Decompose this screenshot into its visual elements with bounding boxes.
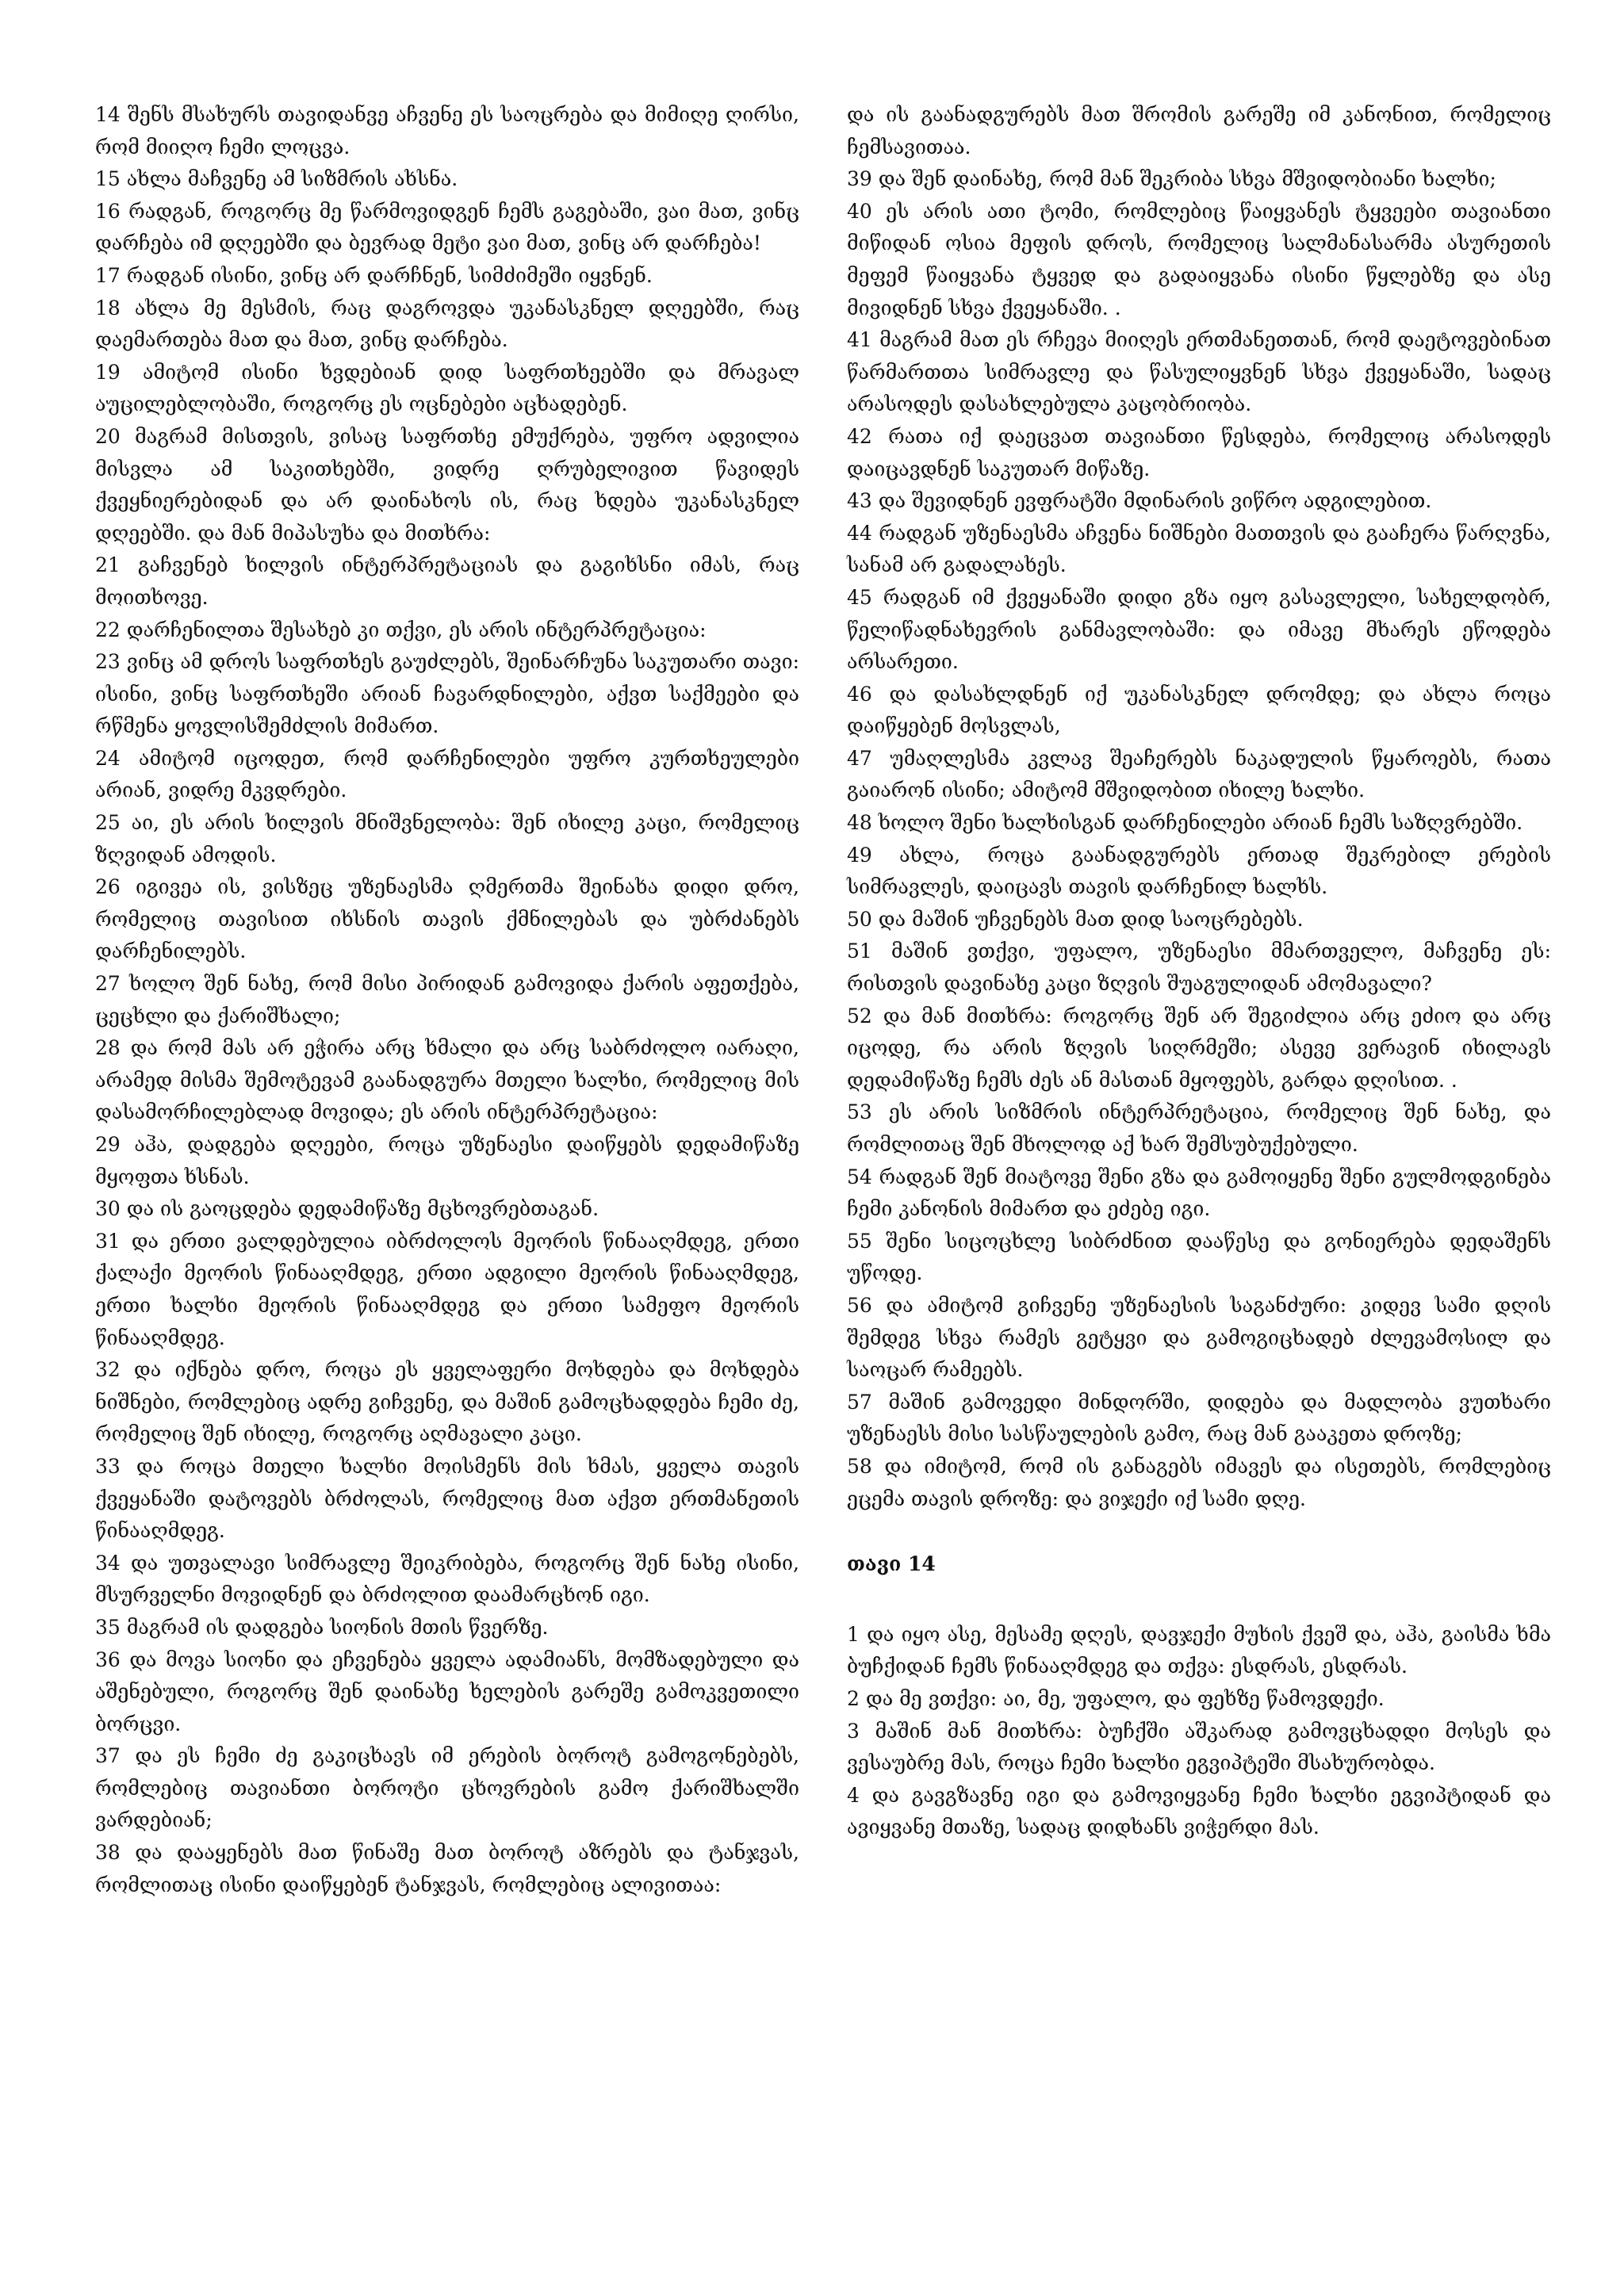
verse: 25 აი, ეს არის ხილვის მნიშვნელობა: შენ იხილე კაცი, რომელიც ზღვიდან ამოდის. (95, 811, 799, 867)
verse: 46 და დასახლდნენ იქ უკანასკნელ დრომდე; და ახლა როცა დაიწყებენ მოსვლას, (847, 682, 1551, 738)
verse: 31 და ერთი ვალდებულია იბრძოლოს მეორის წინააღმდეგ, ერთი ქალაქი მეორის წინააღმდეგ, ერთი ადგილი მეორის წინააღმდეგ, ერთი ხალხი მეორის წინააღმდეგ და ერთი სამეფო მეორის წინააღმდეგ. (95, 1229, 799, 1349)
verse: 16 რადგან, როგორც მე წარმოვიდგენ ჩემს გაგებაში, ვაი მათ, ვინც დარჩება იმ დღეებში და ბევრად მეტი ვაი მათ, ვინც არ დარჩება! (95, 199, 799, 255)
verse: 23 ვინც ამ დროს საფრთხეს გაუძლებს, შეინარჩუნა საკუთარი თავი: ისინი, ვინც საფრთხეში არიან ჩავარდნილები, აქვთ საქმეები და რწმენა ყოვლისშემძლის მიმართ. (95, 650, 799, 738)
verse: 58 და იმიტომ, რომ ის განაგებს იმავეს და ისეთებს, რომლებიც ეცემა თავის დროზე: და ვიჯექი იქ სამი დღე. (847, 1454, 1551, 1510)
verse: 33 და როცა მთელი ხალხი მოისმენს მის ხმას, ყველა თავის ქვეყანაში დატოვებს ბრძოლას, რომელიც მათ აქვთ ერთმანეთის წინააღმდეგ. (95, 1454, 799, 1543)
verse: 29 აჰა, დადგება დღეები, როცა უზენაესი დაიწყებს დედამიწაზე მყოფთა ხსნას. (95, 1133, 799, 1188)
verse: 49 ახლა, როცა გაანადგურებს ერთად შეკრებილ ერების სიმრავლეს, დაიცავს თავის დარჩენილ ხალხს. (847, 843, 1551, 899)
verse: 1 და იყო ასე, მესამე დღეს, დავჯექი მუხის ქვეშ და, აჰა, გაისმა ხმა ბუჩქიდან ჩემს წინააღმდეგ და თქვა: ესდრას, ესდრას. (847, 1622, 1551, 1678)
verse: და ის გაანადგურებს მათ შრომის გარეშე იმ კანონით, რომელიც ჩემსავითაა. (847, 103, 1551, 159)
verse: 20 მაგრამ მისთვის, ვისაც საფრთხე ემუქრება, უფრო ადვილია მისვლა ამ საკითხებში, ვიდრე ღრუბელივით წავიდეს ქვეყნიერებიდან და არ დაინახოს ის, რაც ხდება უკანასკნელ დღეებში. და მან მიპასუხა და მითხრა: (95, 424, 799, 545)
verse: 21 გაჩვენებ ხილვის ინტერპრეტაციას და გაგიხსნი იმას, რაც მოითხოვე. (95, 553, 799, 609)
verse: 35 მაგრამ ის დადგება სიონის მთის წვერზე. (95, 1615, 549, 1639)
verse: 40 ეს არის ათი ტომი, რომლებიც წაიყვანეს ტყვეები თავიანთი მიწიდან ოსია მეფის დროს, რომელიც სალმანასარმა ასურეთის მეფემ წაიყვანა ტყვედ და გადაიყვანა ისინი წყლებზე და ასე მივიდნენ სხვა ქვეყანაში. . (847, 199, 1551, 320)
verse: 32 და იქნება დრო, როცა ეს ყველაფერი მოხდება და მოხდება ნიშნები, რომლებიც ადრე გიჩვენე, და მაშინ გამოცხადდება ჩემი ძე, რომელიც შენ იხილე, როგორც აღმავალი კაცი. (95, 1358, 799, 1446)
verse: 54 რადგან შენ მიატოვე შენი გზა და გამოიყენე შენი გულმოდგინება ჩემი კანონის მიმართ და ეძებე იგი. (847, 1165, 1551, 1221)
verse: 44 რადგან უზენაესმა აჩვენა ნიშნები მათთვის და გააჩერა წარღვნა, სანამ არ გადალახეს. (847, 521, 1551, 577)
verse: 55 შენი სიცოცხლე სიბრძნით დააწესე და გონიერება დედაშენს უწოდე. (847, 1229, 1551, 1285)
verse: 4 და გავგზავნე იგი და გამოვიყვანე ჩემი ხალხი ეგვიპტიდან და ავიყვანე მთაზე, სადაც დიდხანს ვიჭერდი მას. (847, 1783, 1551, 1839)
verse: 3 მაშინ მან მითხრა: ბუჩქში აშკარად გამოვცხადდი მოსეს და ვესაუბრე მას, როცა ჩემი ხალხი ეგვიპტეში მსახურობდა. (847, 1719, 1551, 1775)
verse: 45 რადგან იმ ქვეყანაში დიდი გზა იყო გასავლელი, სახელდობრ, წელიწადნახევრის განმავლობაში: და იმავე მხარეს ეწოდება არსარეთი. (847, 585, 1551, 674)
left-column (95, 99, 799, 2296)
verse: 2 და მე ვთქვი: აი, მე, უფალო, და ფეხზე წამოვდექი. (847, 1686, 1385, 1710)
verse: 52 და მან მითხრა: როგორც შენ არ შეგიძლია არც ეძიო და არც იცოდე, რა არის ზღვის სიღრმეში; ასევე ვერავინ იხილავს დედამიწაზე ჩემს ძეს ან მასთან მყოფებს, გარდა დღისით. . (847, 1004, 1551, 1092)
verse: 30 და ის გაოცდება დედამიწაზე მცხოვრებთაგან. (95, 1197, 599, 1221)
verse: 38 და დააყენებს მათ წინაშე მათ ბოროტ აზრებს და ტანჯვას, რომლითაც ისინი დაიწყებენ ტანჯვას, რომლებიც ალივითაა: (95, 1841, 799, 1896)
verse: 34 და უთვალავი სიმრავლე შეიკრიბება, როგორც შენ ნახე ისინი, მსურველნი მოვიდნენ და ბრძოლით დაამარცხონ იგი. (95, 1551, 799, 1607)
verse: 43 და შევიდნენ ევფრატში მდინარის ვიწრო ადგილებით. (847, 489, 1432, 513)
verse: 42 რათა იქ დაეცვათ თავიანთი წესდება, რომელიც არასოდეს დაიცავდნენ საკუთარ მიწაზე. (847, 424, 1551, 480)
verse: 47 უმაღლესმა კვლავ შეაჩერებს ნაკადულის წყაროებს, რათა გაიარონ ისინი; ამიტომ მშვიდობით იხილე ხალხი. (847, 746, 1551, 802)
verse: 51 მაშინ ვთქვი, უფალო, უზენაესი მმართველო, მაჩვენე ეს: რისთვის დავინახე კაცი ზღვის შუაგულიდან ამომავალი? (847, 939, 1551, 996)
verse: 48 ხოლო შენი ხალხისგან დარჩენილები არიან ჩემს საზღვრებში. (847, 811, 1523, 835)
verse: 56 და ამიტომ გიჩვენე უზენაესის საგანძური: კიდევ სამი დღის შემდეგ სხვა რამეს გეტყვი და გამოგიცხადებ ძლევამოსილ და საოცარ რამეებს. (847, 1293, 1551, 1382)
verse: 14 შენს მსახურს თავიდანვე აჩვენე ეს საოცრება და მიმიღე ღირსი, რომ მიიღო ჩემი ლოცვა. (95, 103, 799, 159)
verse: 19 ამიტომ ისინი ხვდებიან დიდ საფრთხეებში და მრავალ აუცილებლობაში, როგორც ეს ოცნებები აცხადებენ. (95, 360, 799, 416)
verse: 22 დარჩენილთა შესახებ კი თქვი, ეს არის ინტერპრეტაცია: (95, 618, 707, 641)
verse: 26 იგივეა ის, ვისზეც უზენაესმა ღმერთმა შეინახა დიდი დრო, რომელიც თავისით იხსნის თავის ქმნილებას და უბრძანებს დარჩენილებს. (95, 875, 799, 963)
verse: 50 და მაშინ უჩვენებს მათ დიდ საოცრებებს. (847, 907, 1304, 931)
verse: 39 და შენ დაინახე, რომ მან შეკრიბა სხვა მშვიდობიანი ხალხი; (847, 167, 1496, 191)
verse: 15 ახლა მაჩვენე ამ სიზმრის ახსნა. (95, 167, 458, 191)
verse: 53 ეს არის სიზმრის ინტერპრეტაცია, რომელიც შენ ნახე, და რომლითაც შენ მხოლოდ აქ ხარ შემსუბუქებული. (847, 1100, 1551, 1156)
chapter-heading: თავი 14 (847, 1552, 936, 1576)
verse: 24 ამიტომ იცოდეთ, რომ დარჩენილები უფრო კურთხეულები არიან, ვიდრე მკვდრები. (95, 746, 799, 802)
verse: 27 ხოლო შენ ნახე, რომ მისი პირიდან გამოვიდა ქარის აფეთქება, ცეცხლი და ქარიშხალი; (95, 972, 799, 1027)
verse: 37 და ეს ჩემი ძე გაკიცხავს იმ ერების ბოროტ გამოგონებებს, რომლებიც თავიანთი ბოროტი ცხოვრების გამო ქარიშხალში ვარდებიან; (95, 1744, 799, 1832)
verse: 41 მაგრამ მათ ეს რჩევა მიიღეს ერთმანეთთან, რომ დაეტოვებინათ წარმართთა სიმრავლე და წასულიყვნენ სხვა ქვეყანაში, სადაც არასოდეს დასახლებულა კაცობრიობა. (847, 328, 1551, 416)
right-column (847, 99, 1551, 2296)
verse: 28 და რომ მას არ ეჭირა არც ხმალი და არც საბრძოლო იარაღი, არამედ მისმა შემოტევამ გაანადგურა მთელი ხალხი, რომელიც მის დასამორჩილებლად მოვიდა; ეს არის ინტერპრეტაცია: (95, 1036, 799, 1124)
verse: 17 რადგან ისინი, ვინც არ დარჩნენ, სიმძიმეში იყვნენ. (95, 263, 653, 287)
verse: 18 ახლა მე მესმის, რაც დაგროვდა უკანასკნელ დღეებში, რაც დაემართება მათ და მათ, ვინც დარჩება. (95, 296, 799, 352)
verse: 36 და მოვა სიონი და ეჩვენება ყველა ადამიანს, მომზადებული და აშენებული, როგორც შენ დაინახე ხელების გარეშე გამოკვეთილი ბორცვი. (95, 1647, 799, 1735)
verse: 57 მაშინ გამოვედი მინდორში, დიდება და მადლობა ვუთხარი უზენაესს მისი სასწაულების გამო, რაც მან გააკეთა დროზე; (847, 1390, 1551, 1446)
